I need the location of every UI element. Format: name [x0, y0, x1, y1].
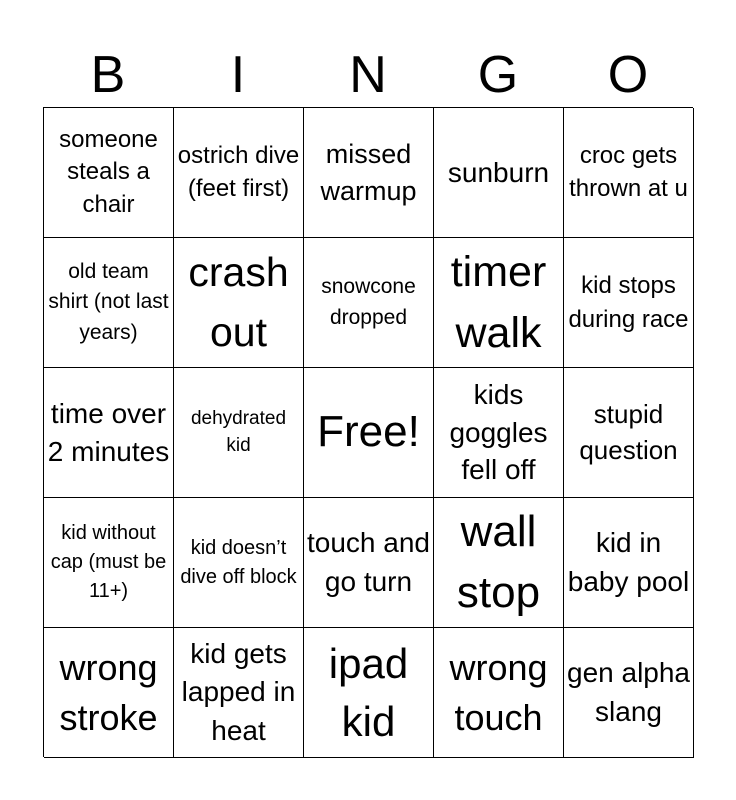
cell-label: stupid question — [579, 398, 678, 465]
cell-label: gen alpha slang — [567, 656, 691, 727]
bingo-cell[interactable] — [564, 238, 694, 368]
cell-label: croc gets thrown at u — [569, 142, 688, 202]
bingo-cell[interactable] — [44, 498, 174, 628]
bingo-header — [43, 44, 693, 106]
cell-label: dehydrated kid — [190, 407, 287, 456]
bingo-cell[interactable] — [564, 368, 694, 498]
bingo-cell[interactable] — [304, 368, 434, 498]
header-letter-i: I — [230, 46, 246, 104]
cell-label: sunburn — [447, 156, 550, 188]
bingo-cell[interactable] — [304, 498, 434, 628]
cell-label: old team shirt (not last years) — [48, 259, 169, 344]
bingo-cell[interactable] — [44, 238, 174, 368]
header-letter-b: B — [90, 46, 126, 104]
cell-label: kid gets lapped in heat — [181, 637, 296, 746]
bingo-cell[interactable] — [174, 498, 304, 628]
bingo-cell[interactable] — [44, 368, 174, 498]
cell-label: ostrich dive (feet first) — [177, 142, 300, 202]
cell-label: wrong touch — [449, 646, 548, 738]
bingo-cell[interactable] — [434, 628, 564, 758]
cell-label: wrong stroke — [59, 646, 158, 738]
bingo-cell[interactable] — [434, 498, 564, 628]
bingo-cell[interactable] — [44, 108, 174, 238]
cell-label: missed warmup — [320, 139, 417, 206]
cell-label: wall stop — [456, 506, 541, 617]
bingo-cell[interactable] — [434, 238, 564, 368]
bingo-cell[interactable] — [564, 498, 694, 628]
cell-label: kid without cap (must be 11+) — [50, 522, 167, 602]
header-letter-g: G — [477, 46, 519, 104]
bingo-cell[interactable] — [304, 238, 434, 368]
bingo-cell[interactable] — [564, 108, 694, 238]
cell-label: crash out — [188, 249, 289, 355]
bingo-cell[interactable] — [434, 108, 564, 238]
bingo-board — [43, 107, 693, 757]
header-letter-n: N — [349, 46, 387, 104]
bingo-cell[interactable] — [434, 368, 564, 498]
cell-label: kid doesn’t dive off block — [180, 536, 297, 588]
cell-label: kid stops during race — [568, 271, 689, 333]
cell-label: snowcone dropped — [321, 275, 416, 329]
cell-label: touch and go turn — [307, 526, 430, 597]
bingo-cell[interactable] — [174, 108, 304, 238]
cell-label: someone steals a chair — [59, 125, 158, 218]
cell-label: time over 2 minutes — [47, 397, 170, 467]
bingo-cell[interactable] — [564, 628, 694, 758]
bingo-cell[interactable] — [304, 628, 434, 758]
cell-label: ipad kid — [328, 639, 409, 745]
cell-label: kids goggles fell off — [449, 378, 548, 486]
free-space-label: Free! — [317, 407, 420, 457]
cell-label: kid in baby pool — [567, 526, 690, 597]
bingo-cell[interactable] — [174, 238, 304, 368]
bingo-cell[interactable] — [174, 628, 304, 758]
bingo-cell[interactable] — [174, 368, 304, 498]
header-letter-o: O — [607, 46, 649, 104]
bingo-cell[interactable] — [304, 108, 434, 238]
cell-label: timer walk — [450, 248, 547, 357]
bingo-cell[interactable] — [44, 628, 174, 758]
